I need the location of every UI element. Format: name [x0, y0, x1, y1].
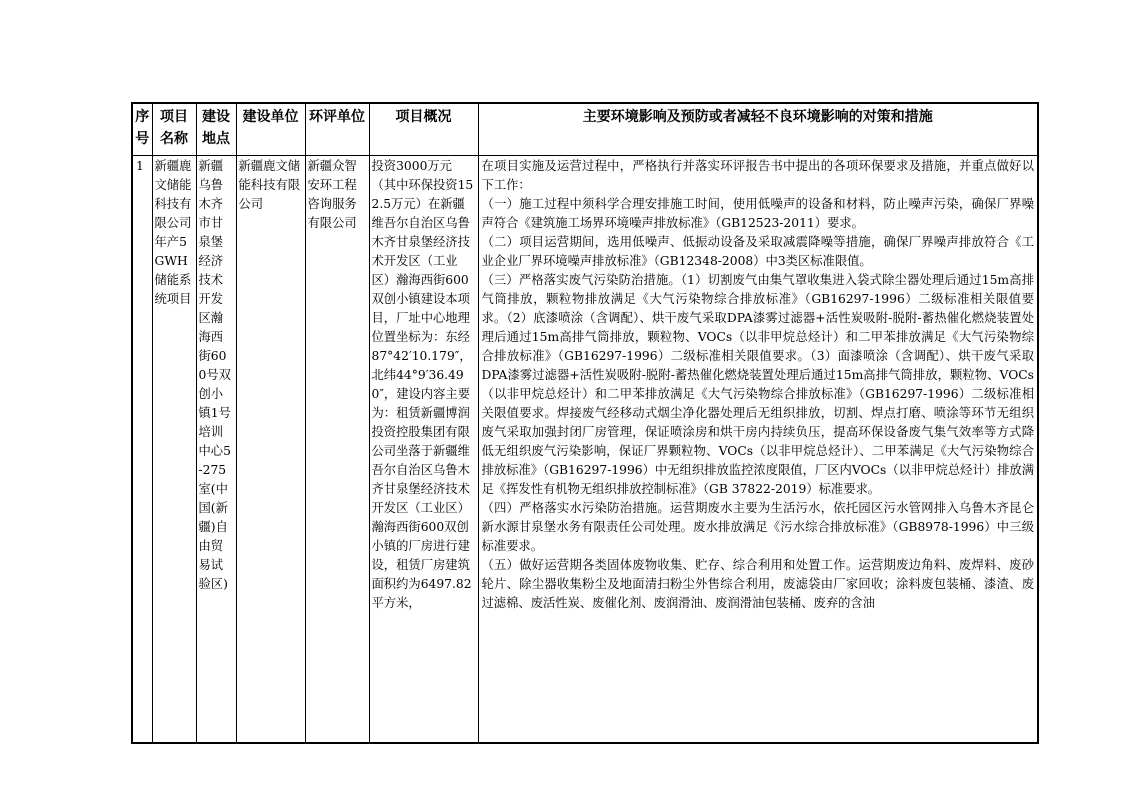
- row-number: 1: [136, 159, 144, 173]
- measures-solid-waste: （五）做好运营期各类固体废物收集、贮存、综合利用和处置工作。运营期废边角料、废焊料、废砂轮片、除尘器收集粉尘及地面清扫粉尘外售综合利用，废滤袋由厂家回收；涂料废包装桶、漆渣、废过滤棉、废活性炭、废催化剂、废润滑油、废润滑油包装桶、废弃的含油: [481, 558, 1034, 610]
- measures-noise-operation: （二）项目运营期间，选用低噪声、低振动设备及采取减震降噪等措施，确保厂界噪声排放符合《工业企业厂界环境噪声排放标准》（GB12348-2008）中3类区标准限值。: [481, 235, 1034, 268]
- cell-builder: [236, 156, 305, 744]
- cell-project-name: [152, 156, 196, 744]
- header-measures: 主要环境影响及预防或者减轻不良环境影响的对策和措施: [478, 103, 1038, 156]
- measures-air: （三）严格落实废气污染防治措施。（1）切割废气由集气罩收集进入袋式除尘器处理后通过15m高排气筒排放，颗粒物排放满足《大气污染物综合排放标准》（GB16297-1996）二级标准相关限值要求。（2）底漆喷涂（含调配）、烘干废气采取DPA漆雾过滤器+活性炭吸附-脱附-蓄热催化燃烧装置处理后通过15m高排气筒排放，颗粒物、VOCs（以非甲烷总烃计）和二甲苯排放满足《大气污染物综合排放标准》（GB16297-1996）二级标准相关限值要求。（3）面漆喷涂（含调配）、烘干废气采取DPA漆雾过滤器+活性炭吸附-脱附-蓄热催化燃烧装置处理后通过15m高排气筒排放，颗粒物、VOCs（以非甲烷总烃计）和二甲苯排放满足《大气污染物综合排放标准》（GB16297-1996）二级标准相关限值要求。焊接废气经移动式烟尘净化器处理后无组织排放，切割、焊点打磨、喷涂等环节无组织废气采取加强封闭厂房管理，保证喷涂房和烘干房内持续负压，提高环保设备废气集气效率等方式降低无组织废气污染影响，保证厂界颗粒物、VOCs（以非甲烷总烃计）、二甲苯满足《大气污染物综合排放标准》（GB16297-1996）中无组织排放监控浓度限值，厂区内VOCs（以非甲烷总烃计）排放满足《挥发性有机物无组织排放控制标准》（GB 37822-2019）标准要求。: [481, 273, 1034, 496]
- header-eia-unit: 环评单位: [305, 103, 369, 156]
- project-overview: 投资3000万元（其中环保投资152.5万元）在新疆维吾尔自治区乌鲁木齐甘泉堡经济技术开发区（工业区）瀚海西街600双创小镇建设本项目，厂址中心地理位置坐标为：东经87°42′10.179″，北纬44°9′36.490″，建设内容主要为：租赁新疆博润投资控股集团有限公司坐落于新疆维吾尔自治区乌鲁木齐甘泉堡经济技术开发区（工业区）瀚海西街600双创小镇的厂房进行建设，租赁厂房建筑面积约为6497.82平方米，: [371, 159, 474, 610]
- approval-table: [131, 102, 1039, 744]
- measures-intro: 在项目实施及运营过程中，严格执行并落实环评报告书中提出的各项环保要求及措施，并重点做好以下工作：: [481, 159, 1034, 192]
- project-name: 新疆鹿文储能科技有限公司年产5GWH储能系统项目: [154, 159, 192, 306]
- cell-eia-unit: [305, 156, 369, 744]
- cell-measures: [478, 156, 1038, 744]
- header-row: [132, 103, 1038, 156]
- cell-location: [196, 156, 236, 744]
- cell-no: [132, 156, 152, 744]
- measures-content: [482, 157, 1035, 741]
- builder-name: 新疆鹿文储能科技有限公司: [238, 159, 300, 211]
- measures-noise-construction: （一）施工过程中须科学合理安排施工时间，使用低噪声的设备和材料，防止噪声污染，确保厂界噪声符合《建筑施工场界环境噪声排放标准》（GB12523-2011）要求。: [481, 197, 1034, 230]
- eia-unit-name: 新疆众智安环工程咨询服务有限公司: [307, 159, 357, 230]
- header-no: 序号: [132, 103, 152, 156]
- header-location: 建设地点: [196, 103, 236, 156]
- cell-overview: [369, 156, 478, 744]
- table-row: [132, 156, 1038, 744]
- header-project-name: 项目名称: [152, 103, 196, 156]
- header-overview: 项目概况: [369, 103, 478, 156]
- measures-water: （四）严格落实水污染防治措施。运营期废水主要为生活污水，依托园区污水管网排入乌鲁木齐昆仑新水源甘泉堡水务有限责任公司处理。废水排放满足《污水综合排放标准》（GB8978-1996）中三级标准要求。: [481, 501, 1034, 553]
- header-builder: 建设单位: [236, 103, 305, 156]
- project-location: 新疆乌鲁木齐市甘泉堡经济技术开发区瀚海西街600号双创小镇1号培训中心5-275室(中国(新疆)自由贸易试验区): [198, 159, 231, 591]
